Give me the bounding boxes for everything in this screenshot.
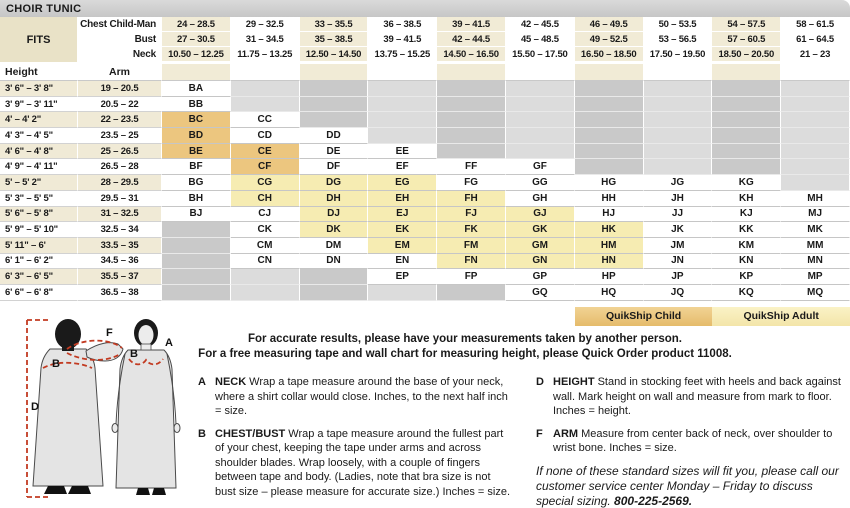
size-code-cell: GM bbox=[506, 238, 575, 254]
empty-cell bbox=[506, 144, 575, 160]
empty-cell bbox=[368, 97, 437, 113]
empty-cell bbox=[368, 81, 437, 97]
figure-label-b-back: B bbox=[52, 358, 60, 370]
empty-cell bbox=[712, 128, 781, 144]
empty-cell bbox=[506, 112, 575, 128]
instruction-keyword-neck: NECK bbox=[215, 376, 247, 388]
empty-cell bbox=[162, 285, 231, 301]
arm-range-cell: 34.5 – 36 bbox=[78, 254, 162, 270]
size-code-cell: EE bbox=[368, 144, 437, 160]
size-code-cell: EJ bbox=[368, 207, 437, 223]
size-code-cell: DF bbox=[300, 159, 369, 175]
empty-cell bbox=[712, 81, 781, 97]
size-code-cell: BC bbox=[162, 112, 231, 128]
size-code-table bbox=[0, 81, 850, 301]
empty-cell bbox=[437, 285, 506, 301]
size-code-cell: DD bbox=[300, 128, 369, 144]
size-code-cell: FF bbox=[437, 159, 506, 175]
empty-cell bbox=[437, 128, 506, 144]
size-code-cell: KH bbox=[712, 191, 781, 207]
size-range-cell: 14.50 – 16.50 bbox=[437, 47, 506, 62]
special-sizing-note bbox=[536, 464, 846, 508]
instruction-keyword-chest: CHEST/BUST bbox=[215, 427, 286, 440]
size-code-cell: DN bbox=[300, 254, 369, 270]
size-code-cell: DH bbox=[300, 191, 369, 207]
size-range-cell: 42 – 44.5 bbox=[437, 32, 506, 47]
empty-cell bbox=[368, 285, 437, 301]
instruction-letter-f: F bbox=[536, 427, 543, 440]
arm-range-cell: 19 – 20.5 bbox=[78, 81, 162, 97]
size-code-cell: HP bbox=[575, 269, 644, 285]
size-range-cell: 10.50 – 12.25 bbox=[162, 47, 231, 62]
size-code-cell: HK bbox=[575, 222, 644, 238]
size-code-cell: FG bbox=[437, 175, 506, 191]
size-code-cell: MP bbox=[781, 269, 850, 285]
size-column-stripe bbox=[300, 64, 369, 81]
size-code-cell: HN bbox=[575, 254, 644, 270]
back-figure-shoe bbox=[68, 486, 91, 494]
size-code-cell: EM bbox=[368, 238, 437, 254]
figure-label-a: A bbox=[165, 337, 173, 349]
arm-range-cell: 29.5 – 31 bbox=[78, 191, 162, 207]
instruction-keyword-height: HEIGHT bbox=[553, 376, 595, 388]
empty-cell bbox=[231, 285, 300, 301]
arm-range-cell: 26.5 – 28 bbox=[78, 159, 162, 175]
height-range-cell: 6' 6" – 6' 8" bbox=[0, 285, 78, 301]
height-range-cell: 5' – 5' 2" bbox=[0, 175, 78, 191]
note-text: If none of these standard sizes will fit you, please call our customer service center Monday – Friday to discuss special sizing. bbox=[536, 463, 839, 508]
empty-cell bbox=[712, 159, 781, 175]
instruction-text-height: Stand in stocking feet with heels and back against wall. Mark height on wall and measure from mark to floor. Inches = height. bbox=[553, 376, 841, 417]
size-code-cell: BJ bbox=[162, 207, 231, 223]
page-title: CHOIR TUNIC bbox=[0, 0, 850, 17]
size-code-cell: BG bbox=[162, 175, 231, 191]
empty-cell bbox=[162, 238, 231, 254]
note-phone: 800-225-2569. bbox=[614, 493, 693, 508]
arm-range-cell: 31 – 32.5 bbox=[78, 207, 162, 223]
size-code-cell: CH bbox=[231, 191, 300, 207]
empty-cell bbox=[644, 97, 713, 113]
size-code-cell: JG bbox=[644, 175, 713, 191]
size-code-cell: CK bbox=[231, 222, 300, 238]
size-code-cell: BD bbox=[162, 128, 231, 144]
empty-cell bbox=[781, 175, 850, 191]
size-code-cell: EN bbox=[368, 254, 437, 270]
empty-cell bbox=[300, 81, 369, 97]
size-range-cell: 39 – 41.5 bbox=[437, 17, 506, 32]
height-range-cell: 6' 3" – 6' 5" bbox=[0, 269, 78, 285]
height-range-cell: 3' 9" – 3' 11" bbox=[0, 97, 78, 113]
size-code-cell: MJ bbox=[781, 207, 850, 223]
size-range-cell: 13.75 – 15.25 bbox=[368, 47, 437, 62]
height-range-cell: 4' 3" – 4' 5" bbox=[0, 128, 78, 144]
height-range-cell: 3' 6" – 3' 8" bbox=[0, 81, 78, 97]
size-range-cell: 21 – 23 bbox=[781, 47, 850, 62]
back-figure-shoe bbox=[44, 486, 67, 494]
size-code-cell: MK bbox=[781, 222, 850, 238]
instruction-letter-a: A bbox=[198, 376, 206, 388]
empty-cell bbox=[712, 112, 781, 128]
figure-label-f: F bbox=[106, 327, 113, 339]
empty-cell bbox=[231, 81, 300, 97]
size-code-cell: CF bbox=[231, 159, 300, 175]
arm-range-cell: 25 – 26.5 bbox=[78, 144, 162, 160]
instruction-keyword-arm: ARM bbox=[553, 427, 579, 440]
size-column-stripe bbox=[575, 64, 644, 81]
instructions-left-column bbox=[198, 375, 512, 508]
size-code-cell: CC bbox=[231, 112, 300, 128]
instruction-chest-bust bbox=[198, 427, 512, 500]
empty-cell bbox=[162, 222, 231, 238]
empty-cell bbox=[644, 128, 713, 144]
size-code-cell: FM bbox=[437, 238, 506, 254]
size-code-cell: JM bbox=[644, 238, 713, 254]
front-figure bbox=[112, 350, 180, 488]
size-range-cell: 53 – 56.5 bbox=[644, 32, 713, 47]
size-code-cell: JH bbox=[644, 191, 713, 207]
measure-header-row bbox=[0, 64, 850, 81]
size-code-cell: BE bbox=[162, 144, 231, 160]
empty-cell bbox=[437, 144, 506, 160]
size-code-cell: EK bbox=[368, 222, 437, 238]
instruction-letter-b: B bbox=[198, 427, 206, 440]
size-range-cell: 49 – 52.5 bbox=[575, 32, 644, 47]
size-column-stripe bbox=[231, 64, 300, 81]
empty-cell bbox=[644, 144, 713, 160]
size-code-cell: BB bbox=[162, 97, 231, 113]
figure-label-d: D bbox=[31, 401, 39, 413]
size-code-cell: JQ bbox=[644, 285, 713, 301]
empty-cell bbox=[575, 159, 644, 175]
empty-cell bbox=[575, 97, 644, 113]
empty-cell bbox=[162, 254, 231, 270]
fits-row-label: Chest Child-Man bbox=[78, 17, 162, 32]
front-figure-collar bbox=[141, 344, 151, 350]
size-column-stripe bbox=[437, 64, 506, 81]
height-range-cell: 6' 1" – 6' 2" bbox=[0, 254, 78, 270]
size-code-cell: GN bbox=[506, 254, 575, 270]
instruction-neck bbox=[198, 375, 512, 419]
front-figure-shoe bbox=[152, 488, 166, 495]
empty-cell bbox=[712, 144, 781, 160]
intro-line1: For accurate results, please have your measurements taken by another person. bbox=[248, 333, 682, 345]
empty-cell bbox=[506, 97, 575, 113]
size-code-cell: DK bbox=[300, 222, 369, 238]
height-range-cell: 4' – 4' 2" bbox=[0, 112, 78, 128]
size-code-cell: FJ bbox=[437, 207, 506, 223]
size-code-cell: CD bbox=[231, 128, 300, 144]
arm-range-cell: 22 – 23.5 bbox=[78, 112, 162, 128]
instruction-text-neck: Wrap a tape measure around the base of your neck, where a shirt collar would close. Inches, to the next half inch = size. bbox=[215, 376, 508, 417]
size-code-cell: MQ bbox=[781, 285, 850, 301]
arm-range-cell: 36.5 – 38 bbox=[78, 285, 162, 301]
height-range-cell: 4' 6" – 4' 8" bbox=[0, 144, 78, 160]
size-code-cell: BH bbox=[162, 191, 231, 207]
size-code-cell: JP bbox=[644, 269, 713, 285]
instructions-right-column bbox=[536, 375, 846, 508]
size-code-cell: HM bbox=[575, 238, 644, 254]
quikship-child-badge: QuikShip Child bbox=[575, 307, 713, 326]
arm-range-cell: 28 – 29.5 bbox=[78, 175, 162, 191]
size-code-cell: MN bbox=[781, 254, 850, 270]
arm-range-cell: 33.5 – 35 bbox=[78, 238, 162, 254]
size-range-cell: 35 – 38.5 bbox=[300, 32, 369, 47]
size-range-cell: 27 – 30.5 bbox=[162, 32, 231, 47]
size-range-cell: 39 – 41.5 bbox=[368, 32, 437, 47]
intro-line2: For a free measuring tape and wall chart for measuring height, please Quick Order product 11008. bbox=[198, 348, 732, 360]
size-code-cell: GK bbox=[506, 222, 575, 238]
size-range-cell: 54 – 57.5 bbox=[712, 17, 781, 32]
size-column-stripe bbox=[506, 64, 575, 81]
size-code-cell: DG bbox=[300, 175, 369, 191]
size-code-cell: HG bbox=[575, 175, 644, 191]
fits-label: FITS bbox=[0, 17, 78, 62]
empty-cell bbox=[231, 97, 300, 113]
size-code-cell: HJ bbox=[575, 207, 644, 223]
instruction-arm bbox=[536, 427, 846, 456]
size-code-cell: EP bbox=[368, 269, 437, 285]
size-code-cell: FH bbox=[437, 191, 506, 207]
fits-header-grid bbox=[0, 17, 850, 62]
size-range-cell: 33 – 35.5 bbox=[300, 17, 369, 32]
fits-row-label: Neck bbox=[78, 47, 162, 62]
size-code-cell: EF bbox=[368, 159, 437, 175]
empty-cell bbox=[437, 112, 506, 128]
instruction-height bbox=[536, 375, 846, 419]
size-range-cell: 11.75 – 13.25 bbox=[231, 47, 300, 62]
size-range-cell: 15.50 – 17.50 bbox=[506, 47, 575, 62]
empty-cell bbox=[575, 112, 644, 128]
front-figure-face bbox=[139, 325, 154, 345]
empty-cell bbox=[575, 128, 644, 144]
size-code-cell: BF bbox=[162, 159, 231, 175]
size-code-cell: GJ bbox=[506, 207, 575, 223]
empty-cell bbox=[368, 128, 437, 144]
instruction-text-chest: Wrap a tape measure around the fullest part of your chest, keeping the tape under arms and across shoulder blades. Wrap loosely, with a couple of fingers between tape and body. (Ladies, note that bra size is not bust size – please measure for accurate size.) Inches = size. bbox=[215, 427, 511, 498]
size-column-stripe bbox=[368, 64, 437, 81]
height-range-cell: 5' 11" – 6' bbox=[0, 238, 78, 254]
empty-cell bbox=[437, 81, 506, 97]
empty-cell bbox=[781, 81, 850, 97]
quikship-adult-badge: QuikShip Adult bbox=[712, 307, 850, 326]
empty-cell bbox=[644, 112, 713, 128]
empty-cell bbox=[712, 97, 781, 113]
empty-cell bbox=[300, 269, 369, 285]
size-code-cell: MH bbox=[781, 191, 850, 207]
size-range-cell: 50 – 53.5 bbox=[644, 17, 713, 32]
size-code-cell: FN bbox=[437, 254, 506, 270]
empty-cell bbox=[300, 285, 369, 301]
size-column-stripe bbox=[712, 64, 781, 81]
height-range-cell: 5' 9" – 5' 10" bbox=[0, 222, 78, 238]
height-range-cell: 4' 9" – 4' 11" bbox=[0, 159, 78, 175]
size-code-cell: CJ bbox=[231, 207, 300, 223]
size-code-cell: KJ bbox=[712, 207, 781, 223]
empty-cell bbox=[575, 81, 644, 97]
size-range-cell: 58 – 61.5 bbox=[781, 17, 850, 32]
empty-cell bbox=[781, 159, 850, 175]
size-code-cell: HQ bbox=[575, 285, 644, 301]
size-column-stripe bbox=[781, 64, 850, 81]
size-code-cell: GP bbox=[506, 269, 575, 285]
size-code-cell: EH bbox=[368, 191, 437, 207]
empty-cell bbox=[575, 144, 644, 160]
size-range-cell: 18.50 – 20.50 bbox=[712, 47, 781, 62]
empty-cell bbox=[300, 112, 369, 128]
arm-range-cell: 20.5 – 22 bbox=[78, 97, 162, 113]
size-range-cell: 61 – 64.5 bbox=[781, 32, 850, 47]
size-code-cell: GH bbox=[506, 191, 575, 207]
back-figure-neck bbox=[62, 343, 74, 351]
fits-row-label: Bust bbox=[78, 32, 162, 47]
front-figure-shoe bbox=[136, 488, 150, 495]
size-range-cell: 57 – 60.5 bbox=[712, 32, 781, 47]
size-code-cell: GQ bbox=[506, 285, 575, 301]
size-code-cell: KP bbox=[712, 269, 781, 285]
size-range-cell: 24 – 28.5 bbox=[162, 17, 231, 32]
size-code-cell: FK bbox=[437, 222, 506, 238]
arm-range-cell: 35.5 – 37 bbox=[78, 269, 162, 285]
arm-column-header: Arm bbox=[78, 64, 162, 81]
empty-cell bbox=[644, 159, 713, 175]
figure-label-b-front: B bbox=[130, 348, 138, 360]
empty-cell bbox=[781, 97, 850, 113]
size-range-cell: 36 – 38.5 bbox=[368, 17, 437, 32]
size-code-cell: CE bbox=[231, 144, 300, 160]
size-column-stripe bbox=[162, 64, 231, 81]
empty-cell bbox=[368, 112, 437, 128]
empty-cell bbox=[231, 269, 300, 285]
size-code-cell: CM bbox=[231, 238, 300, 254]
instruction-letter-d: D bbox=[536, 376, 544, 388]
size-code-cell: KG bbox=[712, 175, 781, 191]
size-code-cell: KN bbox=[712, 254, 781, 270]
size-code-cell: GF bbox=[506, 159, 575, 175]
size-code-cell: MM bbox=[781, 238, 850, 254]
intro-text bbox=[185, 332, 745, 362]
size-code-cell: DM bbox=[300, 238, 369, 254]
arm-range-cell: 23.5 – 25 bbox=[78, 128, 162, 144]
size-code-cell: EG bbox=[368, 175, 437, 191]
empty-cell bbox=[781, 112, 850, 128]
size-code-cell: GG bbox=[506, 175, 575, 191]
size-code-cell: KM bbox=[712, 238, 781, 254]
size-code-cell: KQ bbox=[712, 285, 781, 301]
size-range-cell: 42 – 45.5 bbox=[506, 17, 575, 32]
size-code-cell: HH bbox=[575, 191, 644, 207]
size-range-cell: 46 – 49.5 bbox=[575, 17, 644, 32]
size-code-cell: JN bbox=[644, 254, 713, 270]
arm-range-cell: 32.5 – 34 bbox=[78, 222, 162, 238]
empty-cell bbox=[506, 128, 575, 144]
size-code-cell: CG bbox=[231, 175, 300, 191]
size-code-cell: CN bbox=[231, 254, 300, 270]
size-code-cell: FP bbox=[437, 269, 506, 285]
size-range-cell: 17.50 – 19.50 bbox=[644, 47, 713, 62]
height-range-cell: 5' 6" – 5' 8" bbox=[0, 207, 78, 223]
size-range-cell: 16.50 – 18.50 bbox=[575, 47, 644, 62]
size-code-cell: JJ bbox=[644, 207, 713, 223]
instruction-text-arm: Measure from center back of neck, over shoulder to wrist bone. Inches = size. bbox=[553, 427, 833, 454]
height-range-cell: 5' 3" – 5' 5" bbox=[0, 191, 78, 207]
instruction-columns bbox=[198, 375, 846, 508]
empty-cell bbox=[300, 97, 369, 113]
size-code-cell: KK bbox=[712, 222, 781, 238]
size-code-cell: JK bbox=[644, 222, 713, 238]
size-code-cell: DE bbox=[300, 144, 369, 160]
empty-cell bbox=[644, 81, 713, 97]
size-range-cell: 12.50 – 14.50 bbox=[300, 47, 369, 62]
size-range-cell: 31 – 34.5 bbox=[231, 32, 300, 47]
size-range-cell: 29 – 32.5 bbox=[231, 17, 300, 32]
size-code-cell: BA bbox=[162, 81, 231, 97]
size-code-cell: DJ bbox=[300, 207, 369, 223]
tunic-figures-illustration bbox=[4, 316, 194, 506]
measurement-figure bbox=[4, 316, 194, 506]
height-column-header: Height bbox=[0, 64, 78, 81]
empty-cell bbox=[781, 128, 850, 144]
empty-cell bbox=[506, 81, 575, 97]
size-column-stripe bbox=[644, 64, 713, 81]
empty-cell bbox=[437, 97, 506, 113]
empty-cell bbox=[781, 144, 850, 160]
empty-cell bbox=[162, 269, 231, 285]
size-range-cell: 45 – 48.5 bbox=[506, 32, 575, 47]
